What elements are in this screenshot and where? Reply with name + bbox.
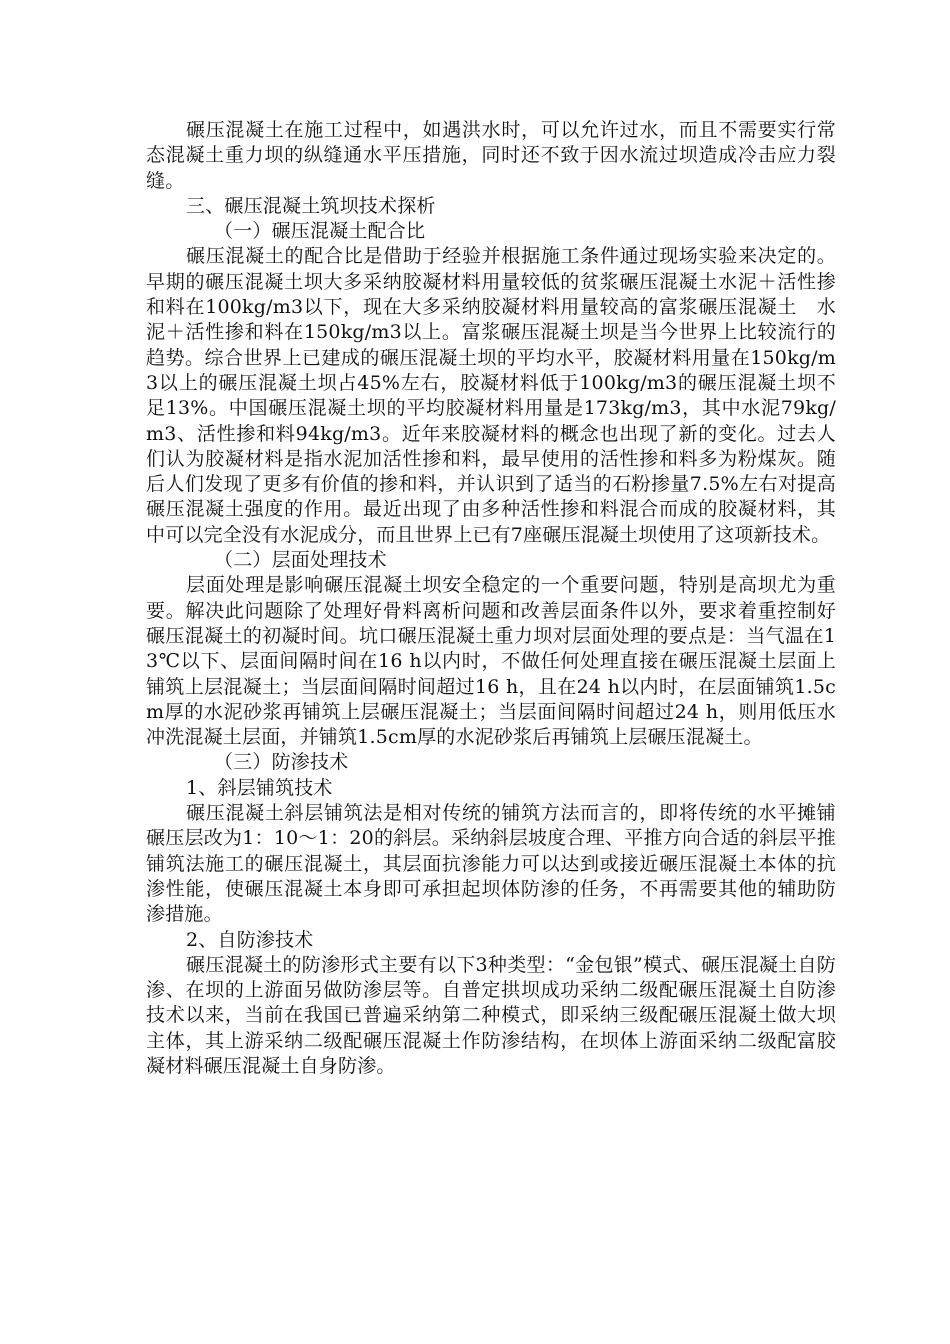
paragraph-self-seepage: 碾压混凝土的防渗形式主要有以下3种类型：“金包银”模式、碾压混凝土自防渗、在坝的上游面另做防渗层等。自普定拱坝成功采纳二级配碾压混凝土自防渗技术以来，当前在我国已普遍采纳第二种模式，即采纳三级配碾压混凝土做大坝主体，其上游采纳二级配碾压混凝土作防渗结构，在坝体上游面采纳二级配富胶凝材料碾压混凝土自身防渗。 xyxy=(146,953,836,1077)
subsection-heading-seepage: （三）防渗技术 xyxy=(214,751,349,774)
subsection-heading-mix-ratio: （一）碾压混凝土配合比 xyxy=(214,220,426,243)
item-heading-inclined-layer: 1、斜层铺筑技术 xyxy=(186,776,333,799)
paragraph-overflow-intro: 碾压混凝土在施工过程中，如遇洪水时，可以允许过水，而且不需要实行常态混凝土重力坝的纵缝通水平压措施，同时还不致于因水流过坝造成冷击应力裂缝。 xyxy=(146,119,836,192)
paragraph-inclined-layer: 碾压混凝土斜层铺筑法是相对传统的铺筑方法而言的，即将传统的水平摊铺碾压层改为1：10～1：20的斜层。采纳斜层坡度合理、平推方向合适的斜层平推铺筑法施工的碾压混凝土，其层面抗渗能力可以达到或接近碾压混凝土本体的抗渗性能，使碾压混凝土本身即可承担起坝体防渗的任务，不再需要其他的辅助防渗措施。 xyxy=(146,802,836,926)
document-body xyxy=(146,118,836,1079)
subsection-heading-layer-treatment: （二）层面处理技术 xyxy=(214,549,387,572)
section-heading-3: 三、碾压混凝土筑坝技术探析 xyxy=(186,194,436,217)
item-heading-self-seepage: 2、自防渗技术 xyxy=(186,928,314,951)
paragraph-mix-ratio: 碾压混凝土的配合比是借助于经验并根据施工条件通过现场实验来决定的。早期的碾压混凝土坝大多采纳胶凝材料用量较低的贫浆碾压混凝土水泥＋活性掺和料在100kg/m3以下，现在大多采纳胶凝材料用量较高的富浆碾压混凝土 水泥＋活性掺和料在150kg/m3以上。富浆碾压混凝土坝是当今世界上比较流行的趋势。综合世界上已建成的碾压混凝土坝的平均水平，胶凝材料用量在150kg/m3以上的碾压混凝土坝占45%左右，胶凝材料低于100kg/m3的碾压混凝土坝不足13%。中国碾压混凝土坝的平均胶凝材料用量是173kg/m3，其中水泥79kg/m3、活性掺和料94kg/m3。近年来胶凝材料的概念也出现了新的变化。过去人们认为胶凝材料是指水泥加活性掺和料，最早使用的活性掺和料多为粉煤灰。随后人们发现了更多有价值的掺和料，并认识到了适当的石粉掺量7.5%左右对提高碾压混凝土强度的作用。最近出现了由多种活性掺和料混合而成的胶凝材料，其中可以完全没有水泥成分，而且世界上已有7座碾压混凝土坝使用了这项新技术。 xyxy=(146,245,836,546)
paragraph-layer-treatment: 层面处理是影响碾压混凝土坝安全稳定的一个重要问题，特别是高坝尤为重要。解决此问题除了处理好骨料离析问题和改善层面条件以外，要求着重控制好碾压混凝土的初凝时间。坑口碾压混凝土重力坝对层面处理的要点是：当气温在13℃以下、层面间隔时间在16 h以内时，不做任何处理直接在碾压混凝土层面上铺筑上层混凝土；当层面间隔时间超过16 h，且在24 h以内时，在层面铺筑1.5cm厚的水泥砂浆再铺筑上层碾压混凝土；当层面间隔时间超过24 h，则用低压水冲洗混凝土层面，并铺筑1.5cm厚的水泥砂浆后再铺筑上层碾压混凝土。 xyxy=(146,574,836,749)
